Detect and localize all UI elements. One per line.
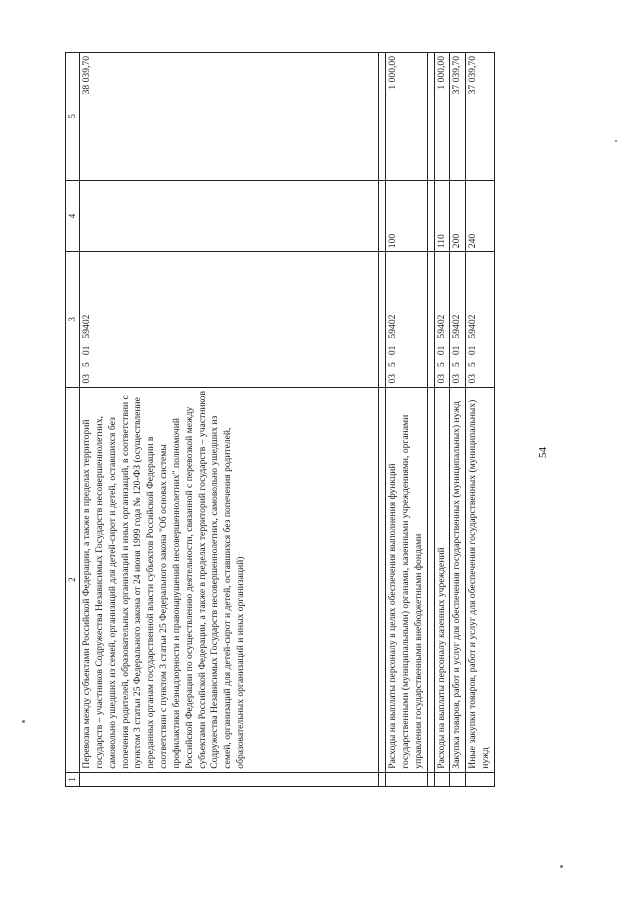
- row-index-cell: [386, 772, 428, 786]
- row-index-cell: [450, 772, 466, 786]
- row-code: [80, 252, 379, 387]
- row-amount: 38 039,70: [80, 53, 379, 181]
- scan-speck: [22, 720, 25, 723]
- row-name: Иные закупки товаров, работ и услуг для обеспечения государственных (муниципальных) нужд: [466, 387, 495, 772]
- code-section: 03: [387, 373, 398, 384]
- header-col-1: 1: [66, 772, 80, 786]
- code-program: 5: [387, 362, 398, 367]
- code-direction: 59402: [435, 314, 447, 339]
- scan-speck: [615, 140, 617, 142]
- row-amount: 1 000,00: [434, 53, 450, 181]
- code-direction: 59402: [451, 314, 463, 339]
- row-name: Перевозка между субъектами Российской Федерации, а также в пределах территорий государств – участников Содружества Независимых Государств несовершеннолетних, самовольно ушедших из семей, организаций для детей-сирот и детей, оставшихся без попечения родителей, образовательных организаций и иных организаций, в соответствии с пунктом 3 статьи 25 Федерального закона от 24 июня 1999 года № 120-ФЗ (осуществление переданных органам государственной власти субъектов Российской Федерации в соответствии с пунктом 3 статьи 25 Федерального закона "Об основах системы профилактики безнадзорности и правонарушений несовершеннолетних" полномочий Российской Федерации по осуществлению деятельности, связанной с перевозкой между субъектами Российской Федерации, а также в пределах территорий государств – участников Содружества Независимых Государств несовершеннолетних, самовольно ушедших из семей, организаций для детей-сирот и детей, оставшихся без попечения родителей, образовательных организаций и иных организаций): [80, 387, 379, 772]
- code-direction: 59402: [387, 314, 398, 339]
- code-section: 03: [435, 373, 447, 384]
- code-direction: 59402: [81, 314, 92, 339]
- code-subprogram: 01: [435, 345, 447, 356]
- row-type: [80, 180, 379, 252]
- separator-row: [427, 53, 434, 787]
- row-code: [386, 252, 428, 387]
- budget-table: [65, 52, 495, 787]
- code-section: 03: [81, 373, 92, 384]
- row-amount: 37 039,70: [466, 53, 495, 181]
- table-row: [386, 53, 428, 787]
- row-code: [434, 252, 450, 387]
- row-index-cell: [466, 772, 495, 786]
- row-name: Расходы на выплаты персоналу казенных учреждений: [434, 387, 450, 772]
- header-col-4: 4: [66, 180, 80, 252]
- code-subprogram: 01: [467, 345, 479, 356]
- code-subprogram: 01: [387, 345, 398, 356]
- code-subprogram: 01: [451, 345, 463, 356]
- row-amount: 37 039,70: [450, 53, 466, 181]
- row-name: Закупка товаров, работ и услуг для обеспечения государственных (муниципальных) нужд: [450, 387, 466, 772]
- header-col-2: 2: [66, 387, 80, 772]
- code-program: 5: [451, 362, 463, 367]
- code-program: 5: [435, 362, 447, 367]
- code-direction: 59402: [467, 314, 479, 339]
- code-program: 5: [81, 362, 92, 367]
- code-program: 5: [467, 362, 479, 367]
- row-amount: 1 000,00: [386, 53, 428, 181]
- scan-speck: [560, 865, 563, 868]
- row-index-cell: [80, 772, 379, 786]
- code-section: 03: [451, 373, 463, 384]
- table-row: [80, 53, 379, 787]
- row-index-cell: [434, 772, 450, 786]
- row-type: 200: [450, 180, 466, 252]
- row-type: 100: [386, 180, 428, 252]
- row-type: 240: [466, 180, 495, 252]
- row-code: [466, 252, 495, 387]
- row-type: 110: [434, 180, 450, 252]
- header-col-5: 5: [66, 53, 80, 181]
- separator-row: [379, 53, 386, 787]
- code-subprogram: 01: [81, 345, 92, 356]
- table-row: [450, 53, 466, 787]
- row-name: Расходы на выплаты персоналу в целях обеспечения выполнения функций государственными (муниципальными) органами, казенными учреждениями, органами управления государственными внебюджетными фондами: [386, 387, 428, 772]
- code-section: 03: [467, 373, 479, 384]
- table-header-row: [66, 53, 80, 787]
- header-col-3: 3: [66, 252, 80, 387]
- table-row: [466, 53, 495, 787]
- page-number: 54: [537, 447, 549, 458]
- row-code: [450, 252, 466, 387]
- table-row: [434, 53, 450, 787]
